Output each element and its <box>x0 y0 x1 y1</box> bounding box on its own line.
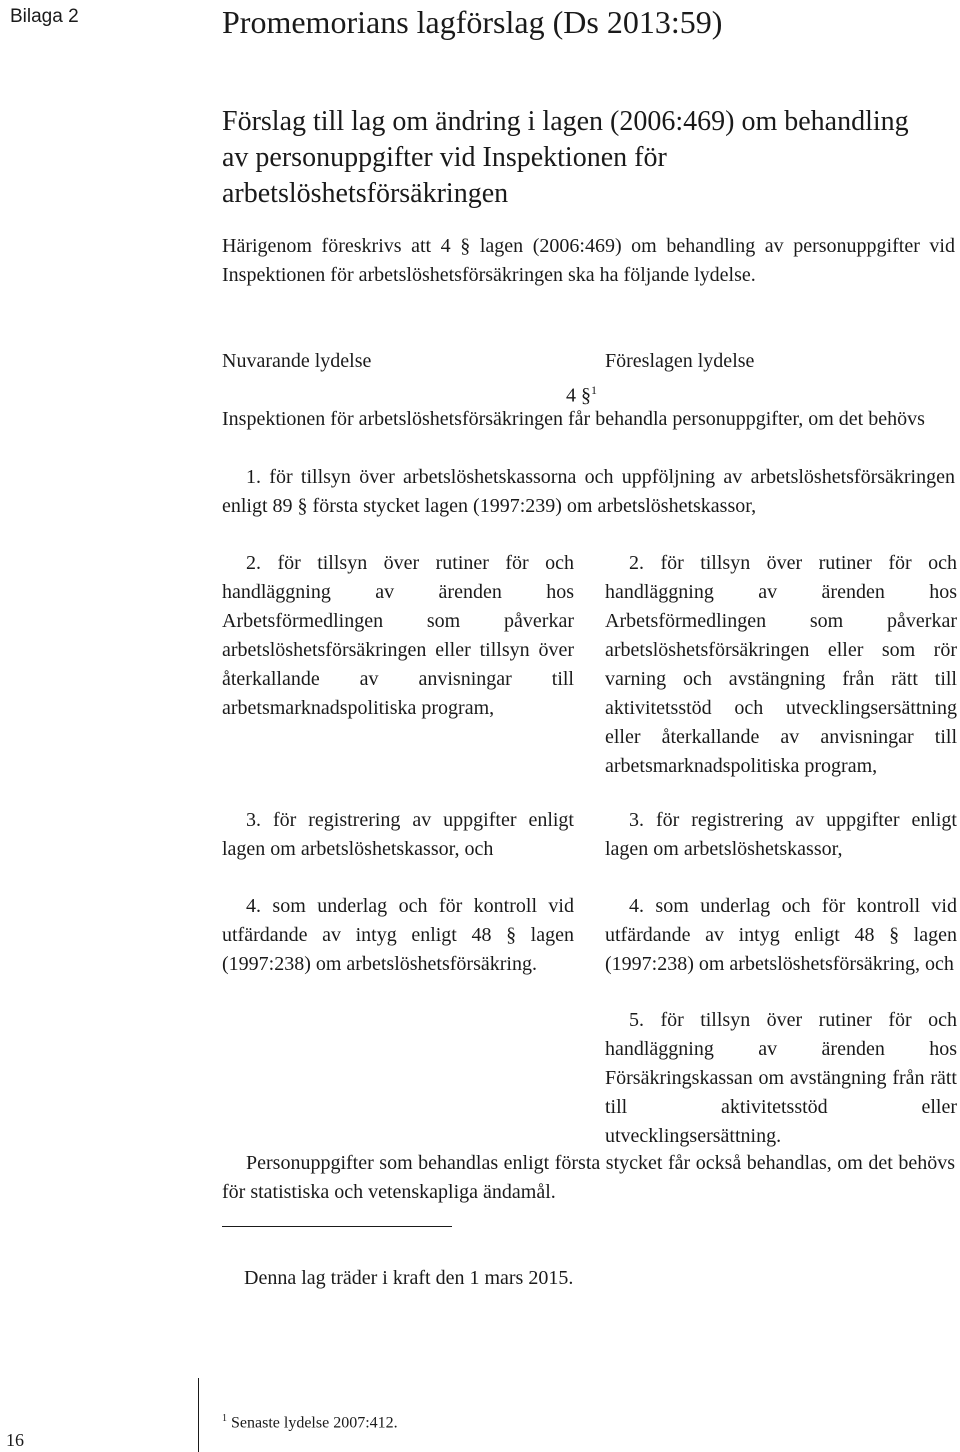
intro-paragraph: Härigenom föreskrivs att 4 § lagen (2006:469) om behandling av personuppgifter vid Inspektionen för arbetslöshetsförsäkringen ska ha följande lydelse. <box>222 235 955 286</box>
section-label: 4 § <box>566 384 591 407</box>
section-body: Inspektionen för arbetslöshetsförsäkringen får behandla personuppgifter, om det behövs <box>222 408 925 430</box>
column-heading-proposed: Föreslagen lydelse <box>605 350 755 372</box>
closing-paragraph: Personuppgifter som behandlas enligt första stycket får också behandlas, om det behövs för statistiska och vetenskapliga ändamål. <box>222 1152 955 1203</box>
proposed-item-5: 5. för tillsyn över rutiner för och handläggning av ärenden hos Försäkringskassan om avstängning från rätt till aktivitetsstöd eller utvecklingsersättning. <box>605 1009 957 1147</box>
proposed-item-2: 2. för tillsyn över rutiner för och handläggning av ärenden hos Arbetsförmedlingen som påverkar arbetslöshetsförsäkringen eller som rör varning och avstängning från rätt till aktivitetsstöd och utvecklingsersättning eller återkallande av anvisningar till arbetsmarknadspolitiska program, <box>605 552 957 777</box>
footnote-number: 1 <box>222 1413 227 1424</box>
footnote <box>222 1408 398 1434</box>
proposed-item-4: 4. som underlag och för kontroll vid utfärdande av intyg enligt 48 § lagen (1997:238) om arbetslöshetsförsäkring, och <box>605 895 957 975</box>
margin-rule <box>198 1378 199 1452</box>
current-item-4: 4. som underlag och för kontroll vid utfärdande av intyg enligt 48 § lagen (1997:238) om arbetslöshetsförsäkring. <box>222 895 574 975</box>
footnote-text: Senaste lydelse 2007:412. <box>231 1414 398 1432</box>
law-title: Förslag till lag om ändring i lagen (2006:469) om behandling av personuppgifter vid Inspektionen för arbetslöshetsförsäkringen <box>222 106 909 209</box>
separator-rule <box>222 1226 452 1227</box>
proposed-item-3: 3. för registrering av uppgifter enligt lagen om arbetslöshetskassor, <box>605 809 957 860</box>
effective-date: Denna lag träder i kraft den 1 mars 2015. <box>244 1267 574 1289</box>
footnote-ref: 1 <box>591 383 597 397</box>
column-heading-current: Nuvarande lydelse <box>222 350 372 372</box>
current-item-3: 3. för registrering av uppgifter enligt lagen om arbetslöshetskassor, och <box>222 809 574 860</box>
appendix-label: Bilaga 2 <box>10 6 79 27</box>
current-item-2: 2. för tillsyn över rutiner för och handläggning av ärenden hos Arbetsförmedlingen som påverkar arbetslöshetsförsäkringen eller tillsyn över återkallande av anvisningar till arbetsmarknadspolitiska program, <box>222 552 574 719</box>
page-title: Promemorians lagförslag (Ds 2013:59) <box>222 4 723 40</box>
page-number: 16 <box>6 1430 24 1450</box>
item-1: 1. för tillsyn över arbetslöshetskassorna och uppföljning av arbetslöshetsförsäkringen enligt 89 § första stycket lagen (1997:239) om arbetslöshetskassor, <box>222 466 955 517</box>
